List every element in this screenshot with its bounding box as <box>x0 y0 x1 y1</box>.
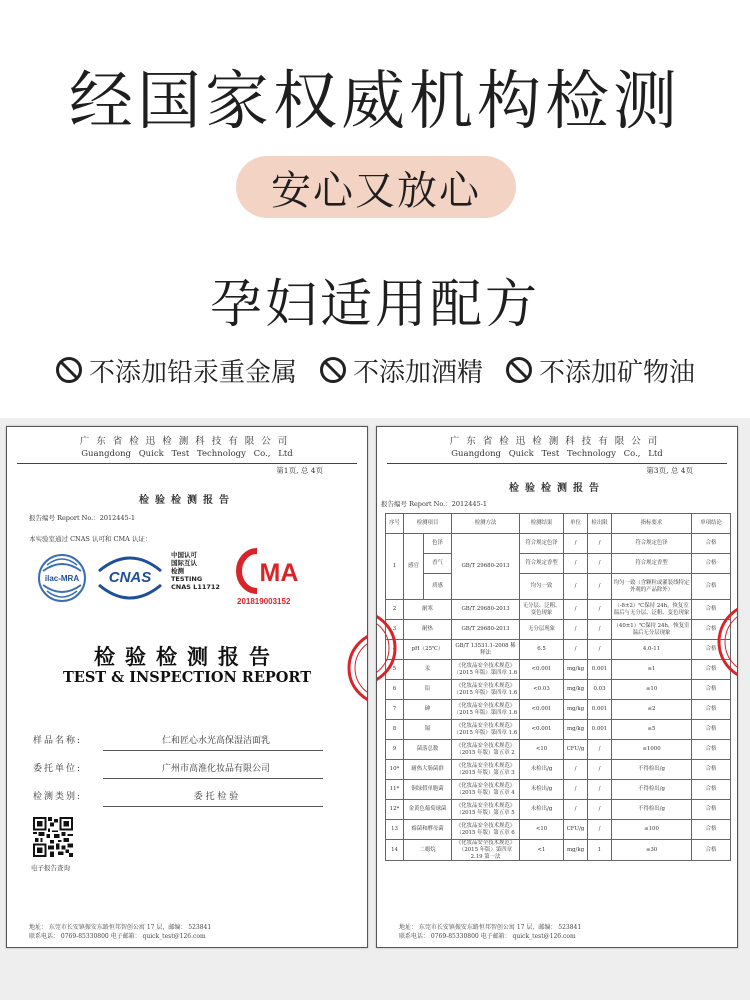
cell-requirement: 不得检出/g <box>612 800 692 820</box>
cell-result: 未检出/g <box>520 760 564 780</box>
cell-method: GB/T 13531.1-2008 稀释法 <box>452 640 520 660</box>
cell-limit: / <box>588 760 612 780</box>
cma-text: MA <box>259 559 299 587</box>
cell-conclusion: 合格 <box>692 840 731 861</box>
cell-requirement: ≤10 <box>612 680 692 700</box>
cell-no: 11* <box>386 780 404 800</box>
cell-conclusion: 合格 <box>692 800 731 820</box>
report-title-en: TEST & INSPECTION REPORT <box>62 669 312 686</box>
cell-conclusion: 合格 <box>692 554 731 574</box>
table-row <box>386 800 731 820</box>
cell-method: 《化妆品安全技术规范》（2015 年版）第五章 2 <box>452 740 520 760</box>
table-row <box>386 620 731 640</box>
table-row <box>386 700 731 720</box>
cell-requirement: ≤2 <box>612 700 692 720</box>
cell-no: 14 <box>386 840 404 861</box>
cell-method: 《化妆品安全技术规范》（2015 年版）第四章 1.6 <box>452 700 520 720</box>
mutual-line: 国际互认 <box>171 559 197 567</box>
mutual-line: 中国认可 <box>171 551 197 559</box>
no-sign-icon <box>505 356 533 384</box>
cell-conclusion: 合格 <box>692 534 731 554</box>
claim-text: 不添加矿物油 <box>539 357 696 388</box>
cell-conclusion: 合格 <box>692 720 731 740</box>
col-header: 指标要求 <box>612 514 692 534</box>
subheadline: 孕妇适用配方 <box>209 275 540 335</box>
cell-result: <0.001 <box>520 720 564 740</box>
cell-item: 耐热 <box>404 620 452 640</box>
table-row <box>386 760 731 780</box>
cell-limit: 0.001 <box>588 700 612 720</box>
cell-result: <0.03 <box>520 680 564 700</box>
cell-requirement: 均匀一致（含颗粒或灌装线特定外观的产品除外） <box>612 574 692 600</box>
cell-limit: / <box>588 800 612 820</box>
cell-limit: / <box>588 740 612 760</box>
cell-unit: CFU/g <box>564 820 588 840</box>
col-header: 序号 <box>386 514 404 534</box>
ilac-mra-logo-icon <box>37 549 87 607</box>
table-row <box>386 840 731 861</box>
cell-unit: / <box>564 620 588 640</box>
cell-item: 耐热大肠菌群 <box>404 760 452 780</box>
footer-contact: 联系电话： 0769-85330800 电子邮箱： quick_test@126.com <box>29 933 206 940</box>
cell-item: 霉菌和酵母菌 <box>404 820 452 840</box>
cell-limit: 0.001 <box>588 660 612 680</box>
page-number: 第1页, 总 4页 <box>276 466 323 475</box>
claim-text: 不添加铅汞重金属 <box>88 357 297 388</box>
field-value: 广州市高淮化妆品有限公司 <box>161 764 270 774</box>
cell-subitem: 色泽 <box>424 534 452 554</box>
cell-unit: / <box>564 800 588 820</box>
cell-no: 8 <box>386 720 404 740</box>
cell-no: 6 <box>386 680 404 700</box>
headline: 经国家权威机构检测 <box>69 65 681 139</box>
col-header: 单项结论 <box>692 514 731 534</box>
field-sample-name <box>33 727 323 751</box>
field-value: 仁和匠心水光高保湿洁面乳 <box>161 736 270 746</box>
qr-code-icon <box>33 817 73 857</box>
cell-requirement: 符合规定色泽 <box>612 534 692 554</box>
cnas-logo-icon <box>95 547 165 609</box>
cell-limit: / <box>588 534 612 554</box>
cell-result: <10 <box>520 740 564 760</box>
cell-conclusion: 合格 <box>692 680 731 700</box>
qr-caption: 电子报告查询 <box>31 864 70 872</box>
report-number: 报告编号 Report No.：2012445-1 <box>29 514 135 522</box>
col-header: 检测结果 <box>520 514 564 534</box>
cma-logo-icon <box>231 545 307 597</box>
footer-address: 地址： 东莞市长安镇振安东路恒邦智创公寓 17 层，邮编： 523841 <box>399 924 582 931</box>
report-title-small: 检验检测报告 <box>139 495 235 506</box>
cell-result: 符合规定香型 <box>520 554 564 574</box>
cell-requirement: ≤30 <box>612 840 692 861</box>
cell-limit: / <box>588 574 612 600</box>
cell-requirement: 不得检出/g <box>612 780 692 800</box>
cell-result: <10 <box>520 820 564 840</box>
mutual-recognition-text <box>171 551 220 591</box>
cell-item: 金黄色葡萄球菌 <box>404 800 452 820</box>
cell-method: 《化妆品安全技术规范》（2015 年版）第四章 1.6 <box>452 680 520 700</box>
cell-result: 均匀一致 <box>520 574 564 600</box>
cell-conclusion: 合格 <box>692 640 731 660</box>
divider <box>17 463 357 464</box>
divider <box>387 463 727 464</box>
mutual-line: TESTING <box>171 575 203 583</box>
cell-method: 《化妆品安全技术规范》（2015 年版）第五章 6 <box>452 820 520 840</box>
cell-requirement: ≤1 <box>612 660 692 680</box>
report-title-small: 检验检测报告 <box>509 483 605 494</box>
cell-no: 4 <box>386 640 404 660</box>
cell-limit: / <box>588 554 612 574</box>
cma-number: 201819003152 <box>237 597 291 606</box>
footer-contact: 联系电话： 0769-85330800 电子邮箱： quick_test@126.com <box>399 933 576 940</box>
cell-method: GB/T 29680-2013 <box>452 600 520 620</box>
no-sign-icon <box>55 356 83 384</box>
claims-row <box>0 352 750 388</box>
seal-stamp-icon <box>341 627 368 709</box>
cell-unit: mg/kg <box>564 720 588 740</box>
cell-result: 无分层、泛粗、变色现象 <box>520 600 564 620</box>
cell-subitem: 质感 <box>424 574 452 600</box>
company-name-en: Guangdong Quick Test Technology Co., Ltd <box>81 449 293 459</box>
mutual-line: CNAS L11712 <box>171 583 220 591</box>
report-footer <box>29 923 211 941</box>
report-number: 报告编号 Report No.：2012445-1 <box>381 500 487 508</box>
cell-unit: / <box>564 600 588 620</box>
company-name-cn: 广东省检迅检测科技有限公司 <box>449 436 665 447</box>
field-label: 样品名称: <box>33 736 83 746</box>
table-row <box>386 554 731 574</box>
cell-method: 《化妆品安全技术规范》（2015 年版）第四章 2.19 第一法 <box>452 840 520 861</box>
cell-conclusion: 合格 <box>692 700 731 720</box>
cell-limit: / <box>588 640 612 660</box>
cell-unit: mg/kg <box>564 700 588 720</box>
claim-text: 不添加酒精 <box>352 357 483 388</box>
field-label: 检测类别: <box>33 792 83 802</box>
report-title-cn: 检验检测报告 <box>94 644 280 669</box>
table-row <box>386 574 731 600</box>
table-row <box>386 640 731 660</box>
cell-item: 耐寒 <box>404 600 452 620</box>
mutual-line: 检测 <box>171 567 184 575</box>
cell-conclusion: 合格 <box>692 760 731 780</box>
table-row <box>386 720 731 740</box>
cell-item: 二噁烷 <box>404 840 452 861</box>
claim-no-alcohol <box>319 352 483 389</box>
cell-result: <0.001 <box>520 660 564 680</box>
field-test-type <box>33 783 323 807</box>
cell-result: 无分层现象 <box>520 620 564 640</box>
field-value: 委 托 检 验 <box>193 792 239 802</box>
table-row <box>386 820 731 840</box>
cell-unit: / <box>564 554 588 574</box>
cell-requirement: ≤1000 <box>612 740 692 760</box>
cell-unit: / <box>564 760 588 780</box>
table-row <box>386 660 731 680</box>
results-table <box>385 513 731 861</box>
cell-requirement: 不得检出/g <box>612 760 692 780</box>
cell-result: <1 <box>520 840 564 861</box>
cell-conclusion: 合格 <box>692 820 731 840</box>
col-header: 检出限 <box>588 514 612 534</box>
cell-method: 《化妆品安全技术规范》（2015 年版）第四章 1.6 <box>452 720 520 740</box>
cell-requirement: （-8±2）℃保持 24h，恢复室温后与无分层、泛粗、变色现象 <box>612 600 692 620</box>
cell-no: 12* <box>386 800 404 820</box>
table-row <box>386 780 731 800</box>
cell-item: pH（25℃） <box>404 640 452 660</box>
cell-item: 菌落总数 <box>404 740 452 760</box>
cell-item: 铅 <box>404 680 452 700</box>
cell-item: 铜绿假单胞菌 <box>404 780 452 800</box>
page-number: 第3页, 总 4页 <box>646 466 693 475</box>
cell-conclusion: 合格 <box>692 620 731 640</box>
cell-no: 2 <box>386 600 404 620</box>
table-row <box>386 680 731 700</box>
col-header: 单位 <box>564 514 588 534</box>
cell-conclusion: 合格 <box>692 600 731 620</box>
table-row <box>386 534 731 554</box>
col-header: 检测项目 <box>404 514 452 534</box>
pill-text: 安心又放心 <box>271 167 481 214</box>
cell-requirement: ≤100 <box>612 820 692 840</box>
cell-unit: CFU/g <box>564 740 588 760</box>
cell-unit: / <box>564 574 588 600</box>
cell-limit: / <box>588 820 612 840</box>
cell-requirement: ≤5 <box>612 720 692 740</box>
cell-unit: mg/kg <box>564 680 588 700</box>
cell-result: 符合规定色泽 <box>520 534 564 554</box>
cell-limit: 0.03 <box>588 680 612 700</box>
table-row <box>386 740 731 760</box>
cell-method: 《化妆品安全技术规范》（2015 年版）第五章 3 <box>452 760 520 780</box>
cell-conclusion: 合格 <box>692 574 731 600</box>
cell-no: 13 <box>386 820 404 840</box>
cell-conclusion: 合格 <box>692 660 731 680</box>
cell-limit: / <box>588 620 612 640</box>
cell-method: 《化妆品安全技术规范》（2015 年版）第四章 1.6 <box>452 660 520 680</box>
cell-unit: / <box>564 780 588 800</box>
cell-unit: / <box>564 534 588 554</box>
highlight-pill <box>236 156 516 218</box>
table-row <box>386 600 731 620</box>
company-name-en: Guangdong Quick Test Technology Co., Ltd <box>451 449 663 459</box>
cell-item: 镉 <box>404 720 452 740</box>
cell-unit: / <box>564 640 588 660</box>
cell-no: 9 <box>386 740 404 760</box>
cell-limit: / <box>588 780 612 800</box>
cell-limit: / <box>588 600 612 620</box>
cell-unit: mg/kg <box>564 660 588 680</box>
claim-no-heavy-metals <box>55 352 297 389</box>
field-label: 委托单位: <box>33 764 83 774</box>
col-header: 检测方法 <box>452 514 520 534</box>
cell-limit: 1 <box>588 840 612 861</box>
cell-requirement: 符合规定香型 <box>612 554 692 574</box>
cell-method: GB/T 29680-2013 <box>452 534 520 600</box>
accreditation-note: 本实验室通过 CNAS 认可和 CMA 认证： <box>29 535 152 543</box>
seal-stamp-icon <box>711 597 738 687</box>
cell-result: 未检出/g <box>520 780 564 800</box>
no-sign-icon <box>319 356 347 384</box>
cell-result: <0.001 <box>520 700 564 720</box>
cell-no: 10* <box>386 760 404 780</box>
cell-no: 7 <box>386 700 404 720</box>
cell-no: 1 <box>386 534 404 600</box>
cell-conclusion: 合格 <box>692 740 731 760</box>
accreditation-logos <box>31 545 331 615</box>
cell-conclusion: 合格 <box>692 780 731 800</box>
cell-no: 5 <box>386 660 404 680</box>
cell-result: 未检出/g <box>520 800 564 820</box>
cell-method: GB/T 29680-2013 <box>452 620 520 640</box>
report-footer <box>399 923 581 941</box>
cell-item: 汞 <box>404 660 452 680</box>
cnas-text: CNAS <box>108 569 152 586</box>
cell-no: 3 <box>386 620 404 640</box>
ilac-text: ilac-MRA <box>44 574 80 583</box>
claim-no-mineral-oil <box>505 352 695 389</box>
seal-stamp-icon <box>376 607 403 689</box>
cell-method: 《化妆品安全技术规范》（2015 年版）第五章 4 <box>452 780 520 800</box>
cell-requirement: 4.0-11 <box>612 640 692 660</box>
cell-method: 《化妆品安全技术规范》（2015 年版）第五章 5 <box>452 800 520 820</box>
report-results-page <box>376 426 738 948</box>
report-cover-page <box>6 426 368 948</box>
cell-subitem: 香气 <box>424 554 452 574</box>
cell-requirement: （40±1）℃保持 24h，恢复室温后无分层现象 <box>612 620 692 640</box>
cell-unit: mg/kg <box>564 840 588 861</box>
field-client <box>33 755 323 779</box>
cell-limit: 0.001 <box>588 720 612 740</box>
company-name-cn: 广东省检迅检测科技有限公司 <box>79 436 295 447</box>
footer-address: 地址： 东莞市长安镇振安东路恒邦智创公寓 17 层，邮编： 523841 <box>29 924 212 931</box>
cell-item: 砷 <box>404 700 452 720</box>
cell-item: 感官 <box>404 534 424 600</box>
cell-result: 6.5 <box>520 640 564 660</box>
